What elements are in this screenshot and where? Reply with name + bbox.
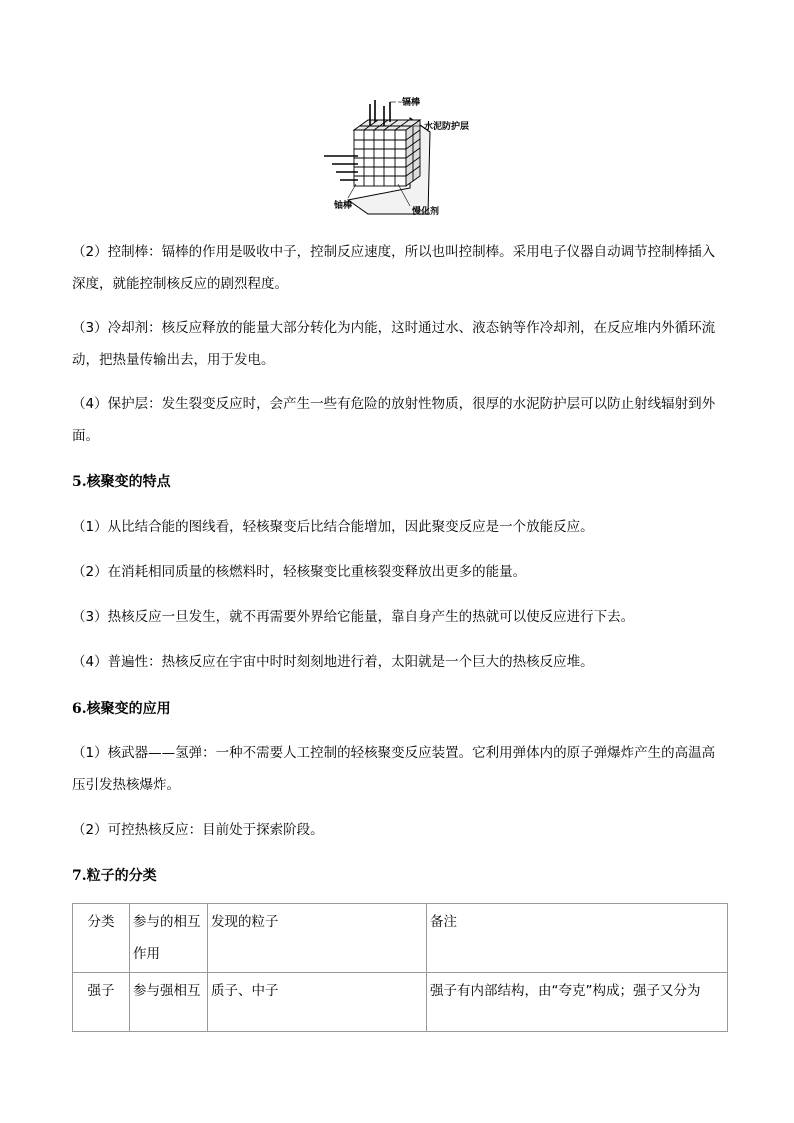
heading-fusion-features: 5.核聚变的特点	[72, 474, 171, 490]
fusion-feature-item: （4）普遍性：热核反应在宇宙中时时刻刻地进行着，太阳就是一个巨大的热核反应堆。	[72, 654, 594, 670]
uranium-rods	[324, 156, 358, 180]
paragraph-protective-layer: （4）保护层：发生裂变反应时，会产生一些有危险的放射性物质，很厚的水泥防护层可以防止射线辐射到外面。	[72, 396, 716, 444]
header-cell-notes: 备注	[427, 904, 728, 973]
fusion-feature-item: （2）在消耗相同质量的核燃料时，轻核聚变比重核裂变释放出更多的能量。	[72, 564, 527, 580]
reactor-illustration	[318, 92, 478, 220]
header-cell-particles: 发现的粒子	[208, 904, 427, 973]
reactor-diagram	[318, 92, 478, 220]
label-cement-layer: 水泥防护层	[424, 122, 470, 132]
fusion-application-item: （1）核武器——氢弹：一种不需要人工控制的轻核聚变反应装置。它利用弹体内的原子弹爆炸产生的高温高压引发热核爆炸。	[72, 745, 716, 793]
label-moderator: 慢化剂	[412, 207, 440, 217]
header-cell-interaction: 参与的相互作用	[130, 904, 208, 973]
table-header-row	[73, 904, 728, 973]
paragraph-coolant: （3）冷却剂：核反应释放的能量大部分转化为内能，这时通过水、液态钠等作冷却剂，在反应堆内外循环流动，把热量传输出去，用于发电。	[72, 320, 716, 368]
paragraph-control-rod: （2）控制棒：镉棒的作用是吸收中子，控制反应速度，所以也叫控制棒。采用电子仪器自动调节控制棒插入深度，就能控制核反应的剧烈程度。	[72, 244, 716, 292]
cell-notes: 强子有内部结构，由“夸克”构成；强子又分为	[427, 973, 728, 1032]
label-uranium-rod: 铀棒	[334, 201, 353, 211]
fusion-feature-item: （1）从比结合能的图线看，轻核聚变后比结合能增加，因此聚变反应是一个放能反应。	[72, 519, 594, 535]
moderator-blocks	[354, 120, 420, 186]
heading-particle-classification: 7.粒子的分类	[72, 868, 157, 884]
heading-fusion-applications: 6.核聚变的应用	[72, 701, 171, 717]
cell-interaction: 参与强相互	[130, 973, 208, 1032]
fusion-application-item: （2）可控热核反应：目前处于探索阶段。	[72, 822, 324, 838]
cell-particles: 质子、中子	[208, 973, 427, 1032]
particle-classification-table	[72, 903, 728, 1032]
label-cadmium-rod: 镉棒	[402, 98, 421, 108]
fusion-feature-item: （3）热核反应一旦发生，就不再需要外界给它能量，靠自身产生的热就可以使反应进行下去。	[72, 609, 635, 625]
cell-category: 强子	[73, 973, 130, 1032]
header-cell-category: 分类	[73, 904, 130, 973]
table-row	[73, 973, 728, 1032]
